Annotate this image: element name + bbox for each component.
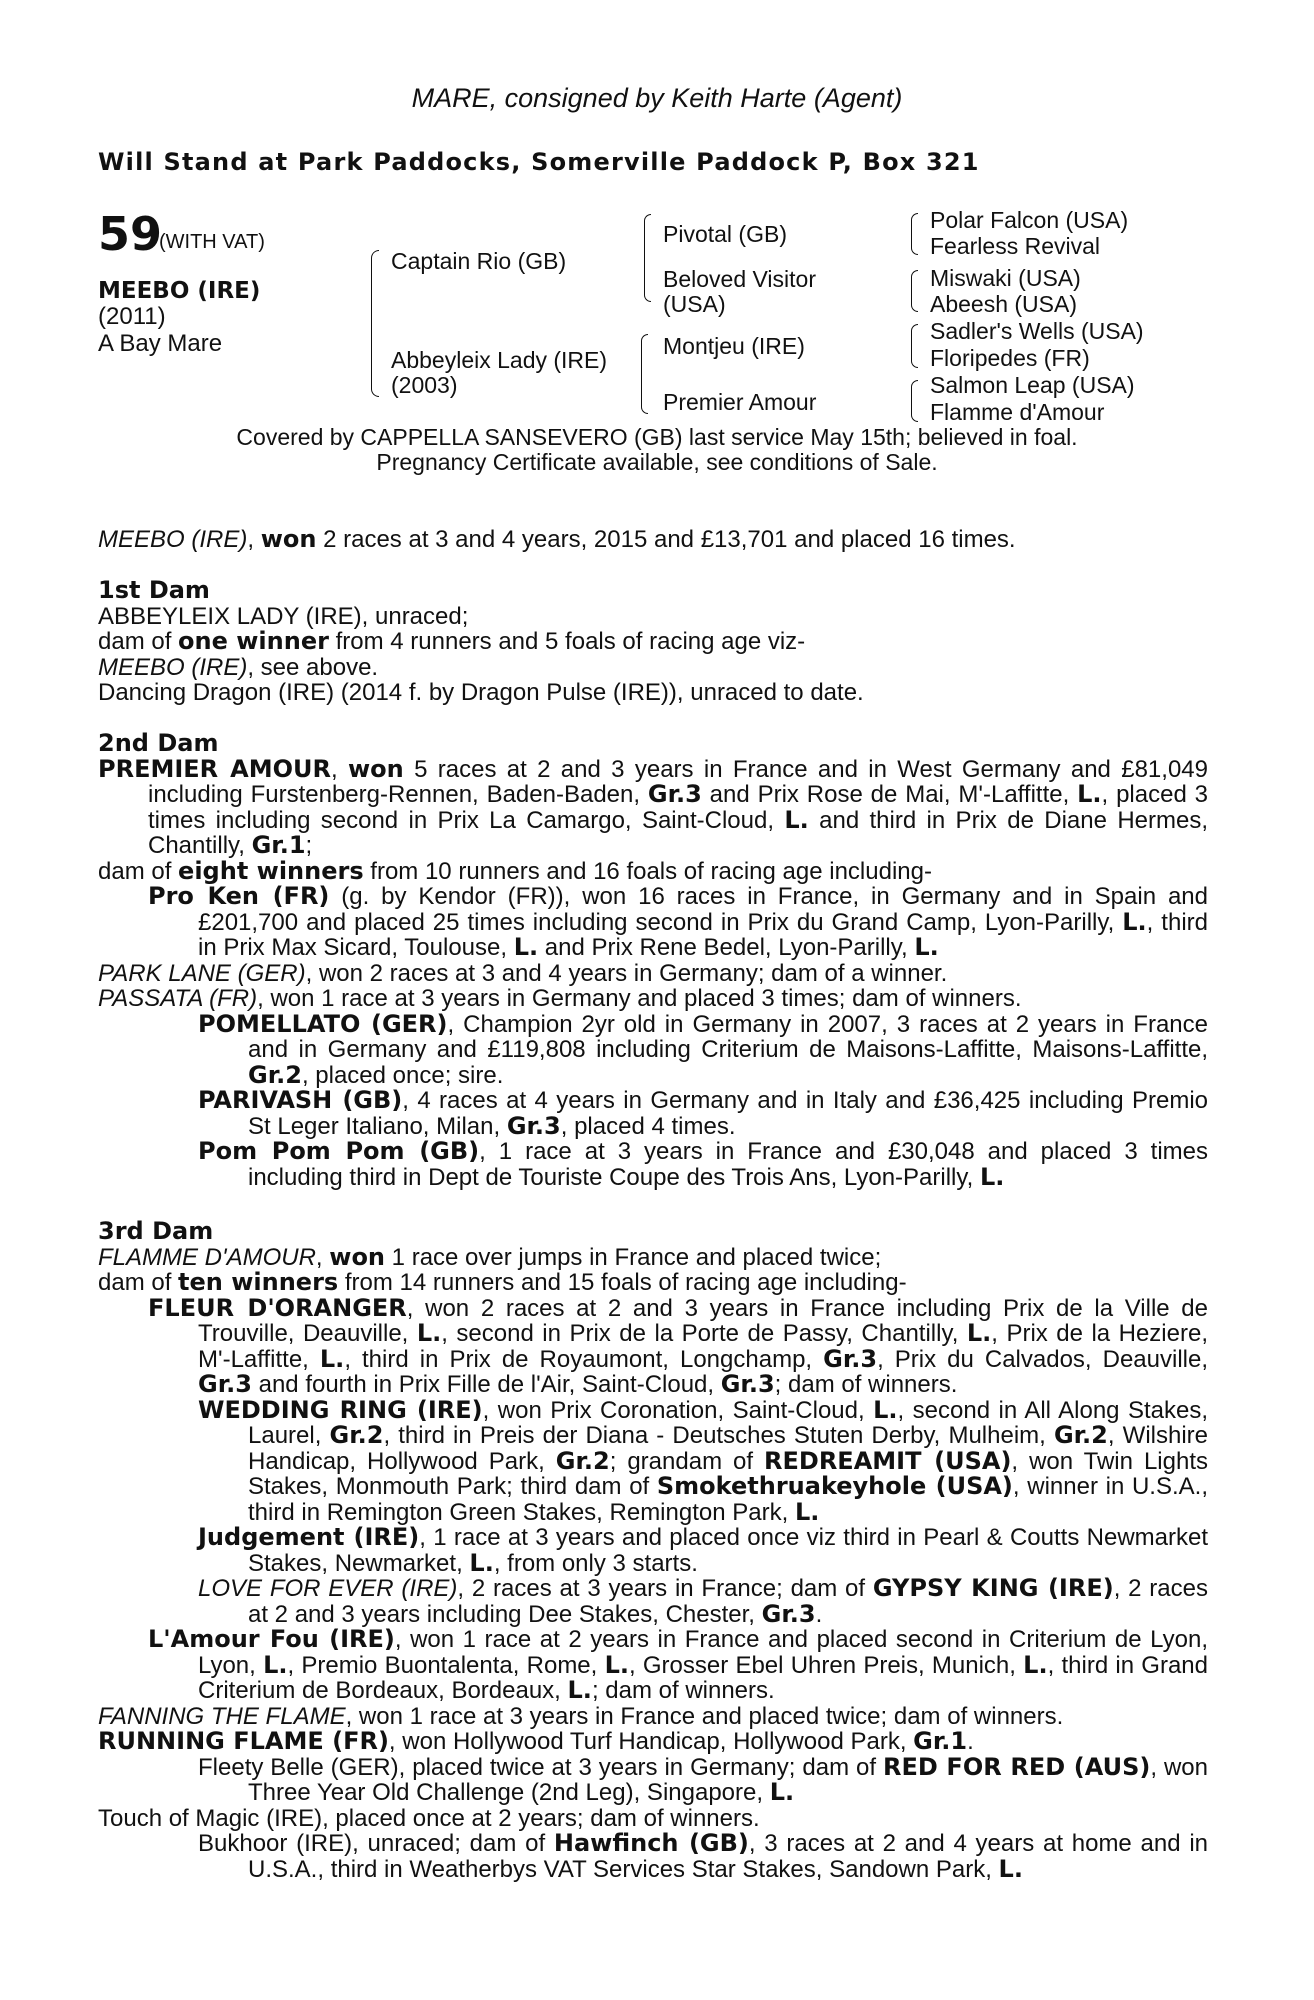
fleur-d-oranger-entry: FLEUR D'ORANGER, won 2 races at 2 and 3 years in France including Prix de la Ville de Trouville, Deauville, L., second in Prix de la Porte de Passy, Chantilly, L., Prix de la Heziere, M'-Laffitte, L., third in Prix de Royaumont, Longchamp, Gr.3, Prix du Calvados, Deauville, Gr.3 and fourth in Prix Fille de l'Air, Saint-Cloud, Gr.3; dam of winners. xyxy=(148,1293,1209,1398)
horse-year: (2011) xyxy=(98,303,166,330)
pedigree-sire-sire: Pivotal (GB) xyxy=(663,221,787,247)
pedigree-dam-year: (2003) xyxy=(391,372,458,398)
pedigree-brace-7 xyxy=(911,380,918,422)
love-for-ever-entry: LOVE FOR EVER (IRE), 2 races at 3 years in France; dam of GYPSY KING (IRE), 2 races at 2 and 3 years including Dee Stakes, Chester, Gr.3. xyxy=(198,1574,1208,1628)
judgement-entry: Judgement (IRE), 1 race at 3 years and placed once viz third in Pearl & Coutts Newmarket Stakes, Newmarket, L., from only 3 starts. xyxy=(198,1523,1209,1577)
pedigree-gen3-6: Floripedes (FR) xyxy=(930,345,1090,371)
pedigree-gen3-8: Flamme d'Amour xyxy=(930,399,1105,425)
pedigree-gen3-1: Polar Falcon (USA) xyxy=(930,207,1129,233)
pedigree-sire-dam-country: (USA) xyxy=(663,291,726,317)
pedigree-brace-6 xyxy=(911,324,918,368)
pedigree-dam: Abbeyleix Lady (IRE) xyxy=(391,347,608,373)
pedigree-brace-5 xyxy=(911,270,918,312)
pedigree-dam-sire: Montjeu (IRE) xyxy=(663,333,805,359)
first-dam-foal-1-note: , see above. xyxy=(247,653,379,681)
third-dam-heading: 3rd Dam xyxy=(98,1217,214,1245)
first-dam-produce-text: from 4 runners and 5 foals of racing age viz- xyxy=(328,628,806,655)
park-lane-entry: PARK LANE (GER), won 2 races at 3 and 4 years in Germany; dam of a winner. xyxy=(98,959,948,987)
first-dam-winners: one winner xyxy=(178,627,329,655)
fleety-belle-entry: Fleety Belle (GER), placed twice at 3 years in Germany; dam of RED FOR RED (AUS), won Three Year Old Challenge (2nd Leg), Singapore, L. xyxy=(198,1752,1208,1806)
pedigree-gen3-3: Miswaki (USA) xyxy=(930,265,1081,291)
pedigree-gen3-2: Fearless Revival xyxy=(930,233,1100,259)
first-dam-foal-2: Dancing Dragon (IRE) (2014 f. by Dragon Pulse (IRE)), unraced to date. xyxy=(98,679,864,706)
first-dam-heading: 1st Dam xyxy=(98,576,210,604)
second-dam-record: PREMIER AMOUR, won 5 races at 2 and 3 years in France and in West Germany and £81,049 including Furstenberg-Rennen, Baden-Baden, Gr.3 and Prix Rose de Mai, M'-Laffitte, L., placed 3 times including second in Prix La Camargo, Saint-Cloud, L. and third in Prix de Diane Hermes, Chantilly, Gr.1; xyxy=(98,754,1208,859)
third-dam-section xyxy=(98,1219,1208,1882)
pom-pom-pom-entry: Pom Pom Pom (GB), 1 race at 3 years in France and £30,048 and placed 3 times including third in Dept de Touriste Coupe des Trois Ans, Lyon-Parilly, L. xyxy=(198,1137,1208,1191)
pedigree-brace-1 xyxy=(371,250,379,397)
first-dam-name: ABBEYLEIX LADY (IRE), unraced; xyxy=(98,602,469,630)
second-dam-produce: dam of eight winners from 10 runners and 16 foals of racing age including- xyxy=(98,856,932,885)
pregnancy-certificate: Pregnancy Certificate available, see conditions of Sale. xyxy=(376,449,938,475)
pedigree-brace-4 xyxy=(911,213,918,255)
first-dam-foal-1: MEEBO (IRE) xyxy=(98,653,248,681)
page-title: MARE, consigned by Keith Harte (Agent) xyxy=(411,83,903,113)
horse-name: MEEBO (IRE) xyxy=(98,278,261,304)
parivash-entry: PARIVASH (GB), 4 races at 4 years in Germany and in Italy and £36,425 including Premio St Leger Italiano, Milan, Gr.3, placed 4 times. xyxy=(198,1086,1208,1140)
vat-note: (WITH VAT) xyxy=(159,231,265,253)
third-dam-produce: dam of ten winners from 14 runners and 15 foals of racing age including- xyxy=(98,1268,907,1296)
running-flame-entry: RUNNING FLAME (FR), won Hollywood Turf Handicap, Hollywood Park, Gr.1. xyxy=(98,1727,974,1755)
premier-amour-name: PREMIER AMOUR xyxy=(98,754,331,783)
pedigree-brace-3 xyxy=(641,334,648,414)
horse-description: A Bay Mare xyxy=(98,330,223,357)
passata-entry: PASSATA (FR), won 1 race at 3 years in Germany and placed 3 times; dam of winners. xyxy=(98,985,1022,1012)
third-dam-record: FLAMME D'AMOUR, won 1 race over jumps in France and placed twice; xyxy=(98,1242,882,1271)
covered-by: Covered by CAPPELLA SANSEVERO (GB) last service May 15th; believed in foal. xyxy=(236,424,1078,450)
second-dam-section xyxy=(98,731,1208,1190)
wedding-ring-entry: WEDDING RING (IRE), won Prix Coronation, Saint-Cloud, L., second in All Along Stakes, Laurel, Gr.2, third in Preis der Diana - Deutsches Stuten Derby, Mulheim, Gr.2, Wilshire Handicap, Hollywood Park, Gr.2; grandam of REDREAMIT (USA), won Twin Lights Stakes, Monmouth Park; third dam of Smokethruakeyhole (USA), winner in U.S.A., third in Remington Green Stakes, Remington Park, L. xyxy=(198,1395,1209,1526)
first-dam-produce-label: dam of xyxy=(98,628,179,655)
fanning-the-flame-entry: FANNING THE FLAME, won 1 race at 3 years in France and placed twice; dam of winners. xyxy=(98,1702,1064,1730)
covered-note xyxy=(0,425,1314,475)
premier-amour-won: won xyxy=(348,754,404,783)
pedigree-sire: Captain Rio (GB) xyxy=(391,248,567,274)
first-dam-section xyxy=(98,578,1208,706)
summary-name: MEEBO (IRE) xyxy=(98,526,248,553)
lot-number: 59 xyxy=(98,207,163,261)
touch-of-magic-entry: Touch of Magic (IRE), placed once at 2 years; dam of winners. xyxy=(98,1804,760,1832)
pedigree-gen3-7: Salmon Leap (USA) xyxy=(930,372,1135,398)
pedigree-dam-dam: Premier Amour xyxy=(663,389,817,415)
pedigree-brace-2 xyxy=(644,214,651,302)
bukhoor-entry: Bukhoor (IRE), unraced; dam of Hawfinch (GB), 3 races at 2 and 4 years at home and in U.S.A., third in Weatherbys VAT Services Star Stakes, Sandown Park, L. xyxy=(198,1829,1208,1883)
pomellato-entry: POMELLATO (GER), Champion 2yr old in Germany in 2007, 3 races at 2 years in France and in Germany and £119,808 including Criterium de Maisons-Laffitte, Maisons-Laffitte, Gr.2, placed once; sire. xyxy=(198,1009,1208,1089)
pedigree-gen3-4: Abeesh (USA) xyxy=(930,291,1078,317)
stand-location: Will Stand at Park Paddocks, Somerville Paddock P, Box 321 xyxy=(98,148,980,176)
l-amour-fou-entry: L'Amour Fou (IRE), won 1 race at 2 years in France and placed second in Criterium de Lyon, Lyon, L., Premio Buontalenta, Rome, L., Grosser Ebel Uhren Preis, Munich, L., third in Grand Criterium de Bordeaux, Bordeaux, L.; dam of winners. xyxy=(148,1625,1209,1704)
summary-won: won xyxy=(260,525,317,553)
pro-ken-entry: Pro Ken (FR) (g. by Kendor (FR)), won 16 races in France, in Germany and in Spain and £201,700 and placed 25 times including second in Prix du Grand Camp, Lyon-Parilly, L., third in Prix Max Sicard, Toulouse, L. and Prix Rene Bedel, Lyon-Parilly, L. xyxy=(148,882,1208,961)
pedigree-gen3-5: Sadler's Wells (USA) xyxy=(930,318,1144,344)
horse-summary: MEEBO (IRE), won 2 races at 3 and 4 years, 2015 and £13,701 and placed 16 times. xyxy=(98,525,1016,553)
summary-text: 2 races at 3 and 4 years, 2015 and £13,701 and placed 16 times. xyxy=(316,526,1016,553)
pedigree-sire-dam: Beloved Visitor xyxy=(663,266,816,292)
second-dam-heading: 2nd Dam xyxy=(98,729,219,757)
